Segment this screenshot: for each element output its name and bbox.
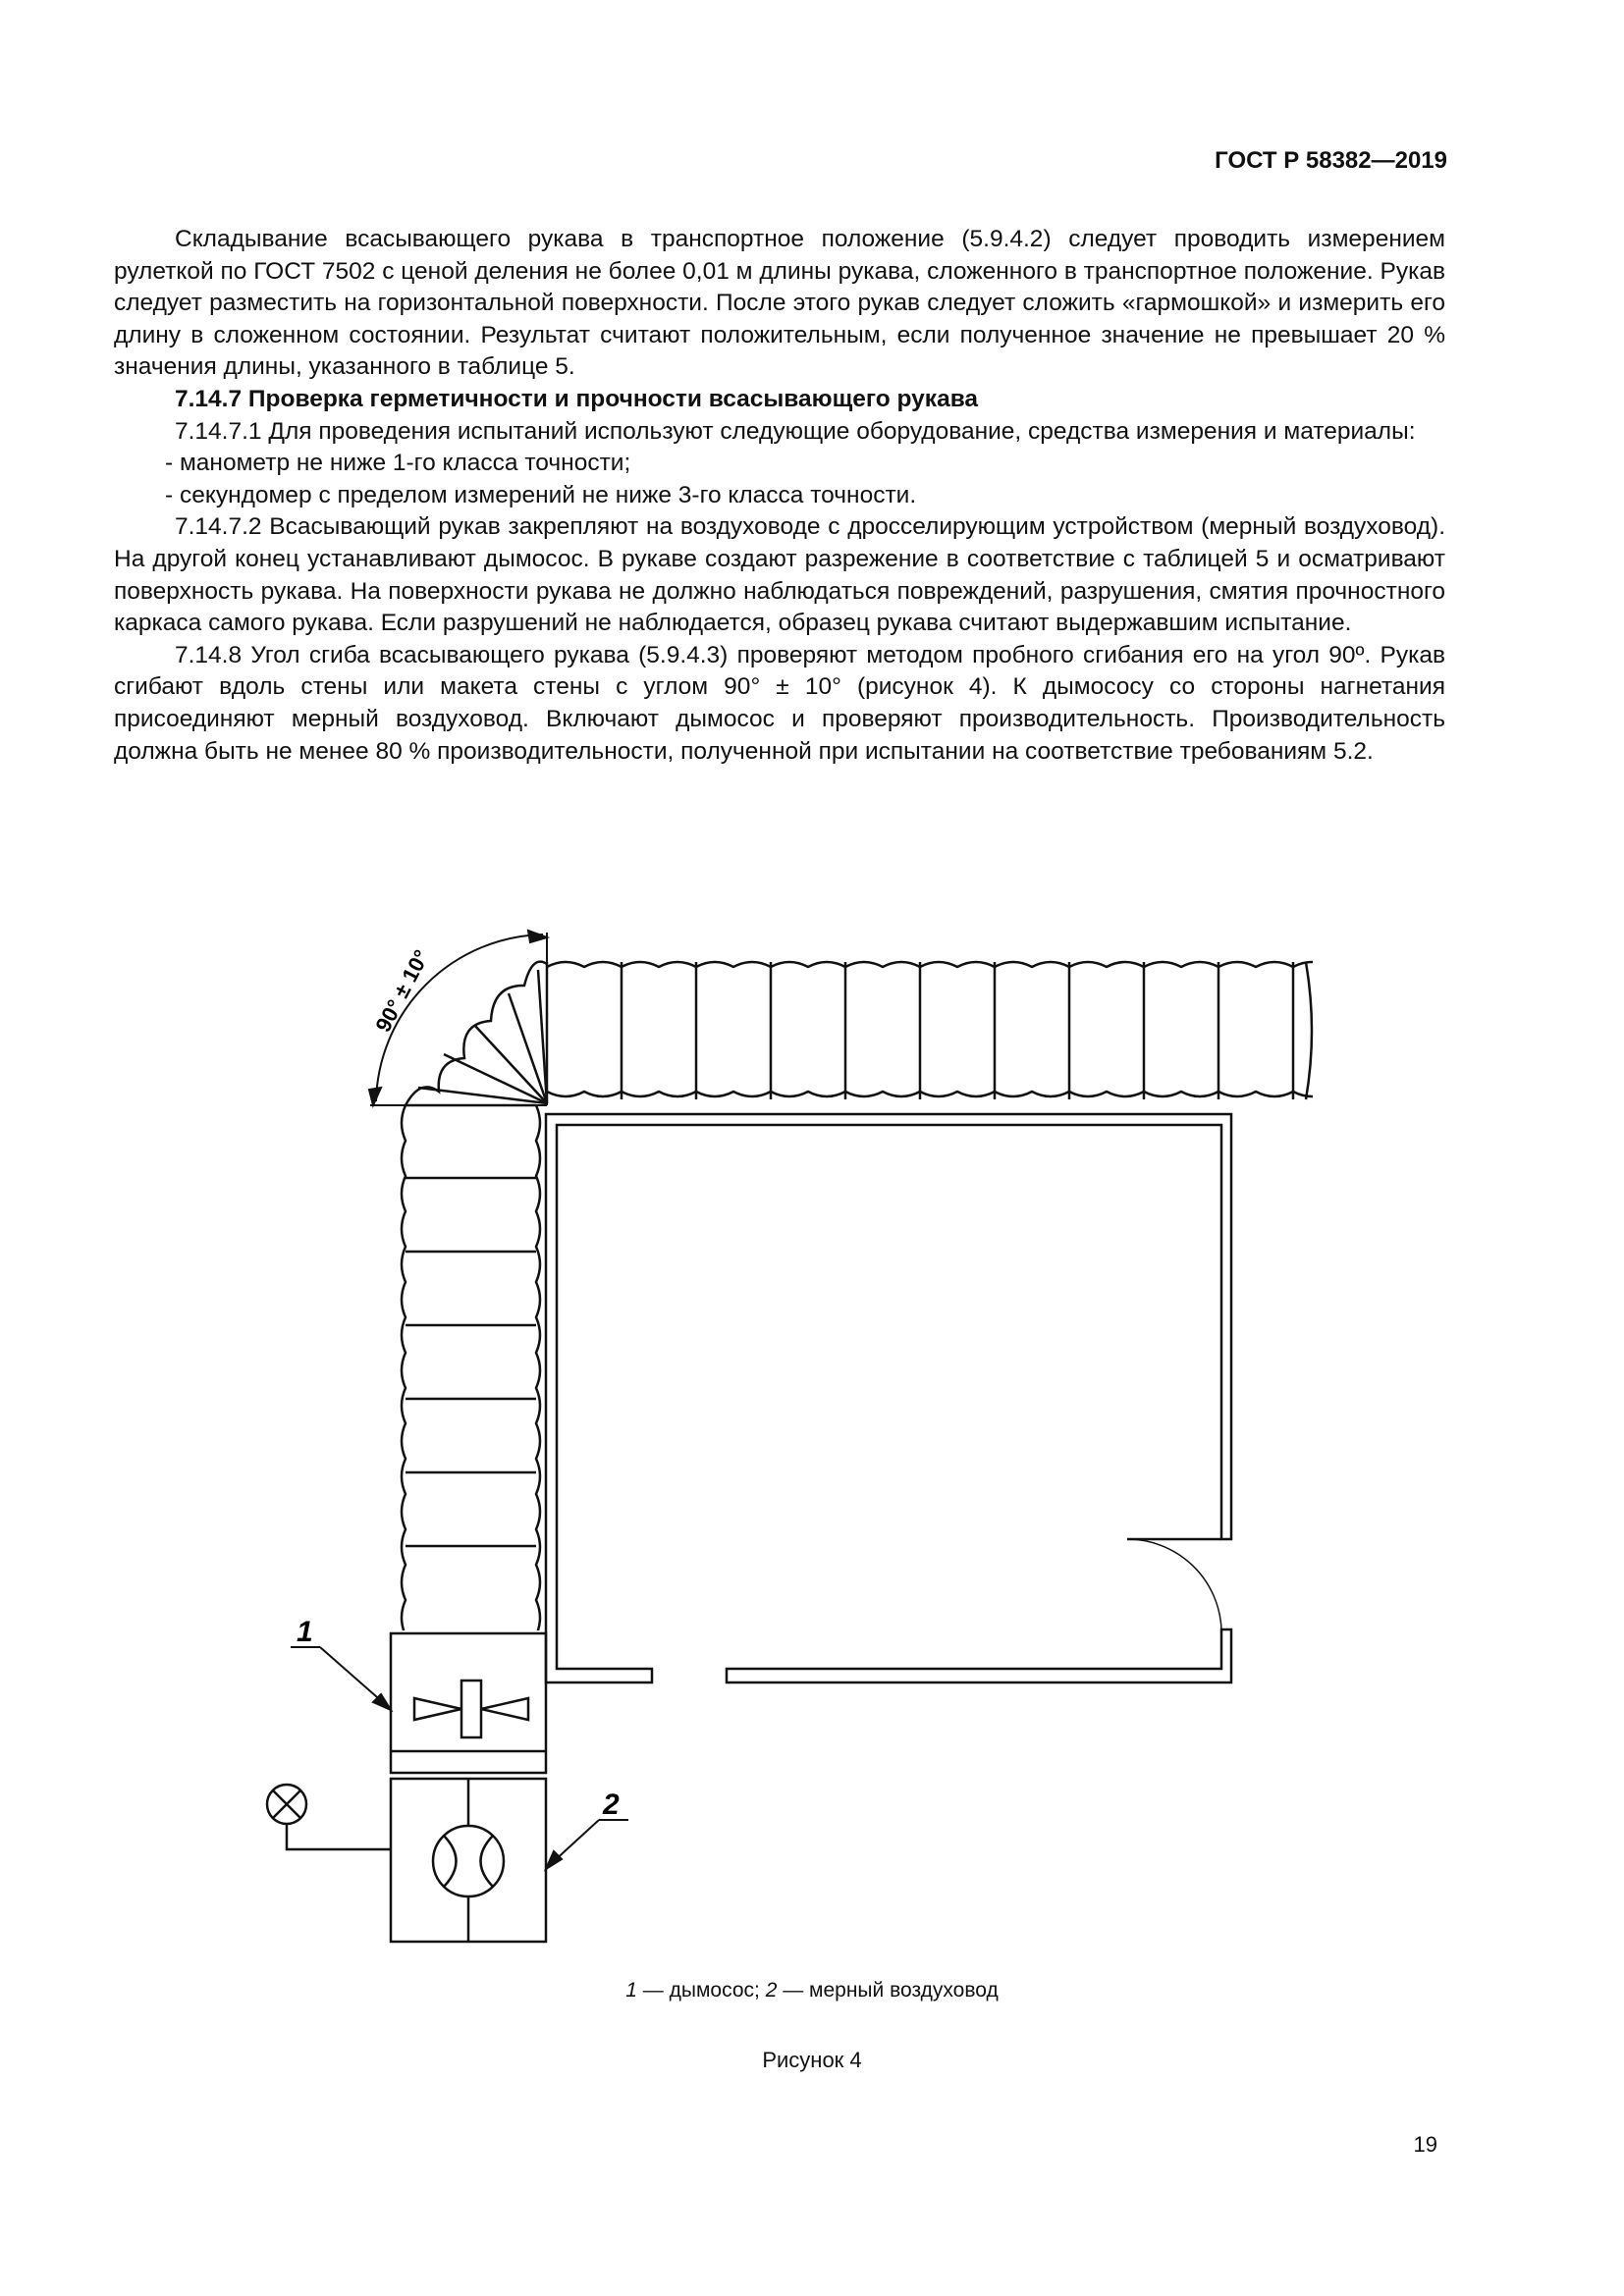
leader-1 (291, 1647, 391, 1710)
wall-model (546, 1114, 1231, 1682)
measuring-duct (391, 1779, 546, 1942)
figure-caption (0, 1979, 1624, 2002)
caption-text-2: — мерный воздуховод (777, 1979, 999, 2002)
caption-num-2: 2 (765, 1979, 778, 2002)
figure-4-diagram (0, 913, 1624, 1953)
manometer-icon (267, 1785, 391, 1849)
body-text (114, 224, 1445, 768)
angle-label: 90° ± 10° (370, 945, 435, 1037)
hose-horizontal (547, 962, 1330, 1103)
list-item-manometer: - манометр не ниже 1-го класса точности; (165, 450, 631, 477)
hose-vertical (402, 1105, 540, 1635)
figure-title: Рисунок 4 (762, 2048, 862, 2072)
caption-num-1: 1 (625, 1979, 637, 2002)
document-code: ГОСТ Р 58382—2019 (1215, 147, 1447, 174)
page-number: 19 (1413, 2132, 1437, 2157)
smoke-exhauster (391, 1633, 546, 1773)
leader-2 (546, 1820, 628, 1869)
paragraph-7-14-7-2: 7.14.7.2 Всасывающий рукав закрепляют на воздуховоде с дросселирующим устройством (мерный воздуховод). На другой конец устанавливают дымосос. В рукаве создают разрежение в соответствие с таблицей 5 и осматривают поверхность рукава. На поверхности рукава не должно наблюдаться повреждений, разрушения, смятия прочностного каркаса самого рукава. Если разрушений не наблюдается, образец рукава считают выдержавшим испытание. (114, 513, 1445, 637)
paragraph-7-14-8: 7.14.8 Угол сгиба всасывающего рукава (5.9.4.3) проверяют методом пробного сгибания его на угол 90º. Рукав сгибают вдоль стены или макета стены с углом 90° ± 10° (рисунок 4). К дымососу со стороны нагнетания присоединяют мерный воздуховод. Включают дымосос и проверяют производительность. Производительность должна быть не менее 80 % производительности, полученной при испытании на соответствие требованиям 5.2. (114, 641, 1445, 765)
section-heading-7-14-7: 7.14.7 Проверка герметичности и прочности всасывающего рукава (175, 385, 979, 412)
list-item-stopwatch: - секундомер с пределом измерений не ниже 3-го класса точности. (165, 481, 917, 508)
caption-text-1: — дымосос; (636, 1979, 766, 2002)
callout-label-2: 2 (603, 1789, 620, 1821)
paragraph-folding: Складывание всасывающего рукава в транспортное положение (5.9.4.2) следует проводить измерением рулеткой по ГОСТ 7502 с ценой деления не более 0,01 м длины рукава, сложенного в транспортное положение. Рукав следует разместить на горизонтальной поверхности. После этого рукав следует сложить «гармошкой» и измерить его длину в сложенном состоянии. Результат считают положительным, если полученное значение не превышает 20 % значения длины, указанного в таблице 5. (114, 226, 1445, 381)
paragraph-7-14-7-1: 7.14.7.1 Для проведения испытаний используют следующие оборудование, средства измерения и материалы: (175, 417, 1416, 445)
callout-label-1: 1 (297, 1616, 313, 1648)
